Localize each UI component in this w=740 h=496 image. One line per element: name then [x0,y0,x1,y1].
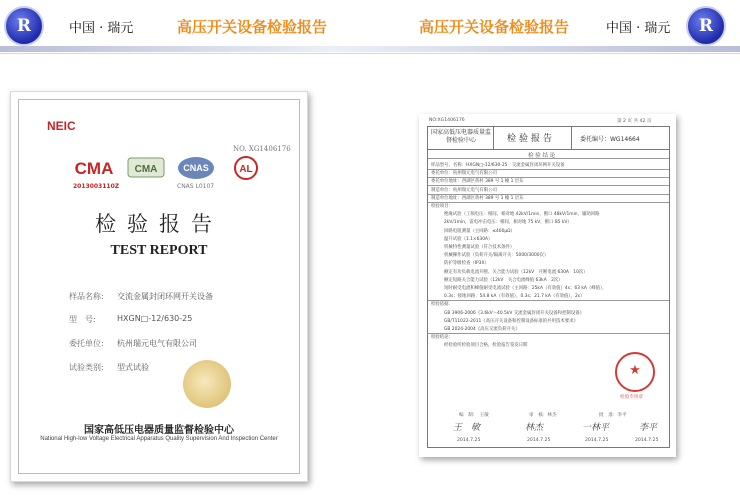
field-value: 杭州瑞元电气有限公司 [117,339,197,348]
signature: 李平 [639,423,658,433]
title-left: 高压开关设备检验报告 [177,18,328,36]
report-line: 机械操作试验（负荷开关/隔离开关：5000/3000次） [444,253,549,259]
report-line: 机械特性测量试验（符合技术条件） [444,245,515,250]
field-label: 委托单位: [69,339,104,348]
field-label: 样品名称: [69,292,104,301]
brand-left: 中国 · 瑞元 [69,21,134,36]
sig-label: 批 准：李平 [599,413,627,418]
cma-number: 2013003110Z [73,183,120,190]
report-line: 额定短路关合能力试验（12kV 关合电流峰值 63kA 2次） [444,277,563,283]
report-line: GB/T11022-2011《高压开关设备和控制设备标准的共用技术要求》 [444,318,578,324]
field-label: 试验类别: [69,363,104,372]
report-line: 检验依据： [431,302,453,308]
divider [428,158,669,159]
report-line: GB 2024-2004《高压交流负荷开关》 [444,327,520,332]
report-number-top: NO:XG1406176 [429,118,465,123]
field-label: 型 号: [69,315,96,324]
svg-text:CMA: CMA [134,164,158,175]
report-line: 额定有功负载电流开断、关合能力试验（12kV 开断电流 630A 10次） [444,269,588,275]
report-line: 绝缘试验（工频电压：相间、相对地 42kV/1min，断口 48kV/1min，辅助回路 [444,212,600,218]
svg-text:CMA: CMA [74,159,114,178]
divider [428,300,669,301]
page-count: 第 2 页 共 42 页 [617,119,652,124]
report-line: 样品型号、名称：HXGN□-12/630-25 交流金属封闭环网开关设备 [431,163,565,168]
report-line: 委托单位：杭州瑞元电气有限公司 [431,171,497,177]
report-line: 检验项目： [431,204,453,209]
gold-seal [183,360,231,408]
cnas-mark-icon [176,155,216,180]
logo-right: R [686,6,726,46]
report-body [427,149,670,448]
sign-date: 2014.7.25 [527,438,551,443]
report-title-cn: 检验报告 [95,212,223,236]
report-line: 温升试验（1.1×630A） [444,236,493,242]
field-value: 交流金属封闭环网开关设备 [117,292,213,301]
cnas-number: CNAS L0107 [177,183,215,190]
stamp-label: 检验专用章 [620,395,643,400]
report-line: 回路电阻测量（主回路：≤400μΩ） [444,228,515,234]
sign-date: 2014.7.25 [635,438,659,443]
report-organization: 国家高低压电器质量监督检验中心 [430,129,491,144]
divider [428,333,669,334]
header-band [0,46,740,52]
report-header-row [427,126,670,150]
brand-right: 中国 · 瑞元 [606,21,671,36]
conclusion-heading: 检 验 结 论 [528,153,556,159]
logo-left: R [4,6,44,46]
cma-green-mark-icon [126,155,166,180]
field-value: HXGN□-12/630-25 [117,314,193,323]
certificate-cover [10,91,308,482]
signature: 一林平 [582,423,610,433]
header-rule [0,53,740,54]
divider [428,202,669,203]
sig-label: 审 核：林杰 [529,413,557,418]
issuing-organization: 国家高低压电器质量监督检验中心 [84,425,234,436]
sig-label: 编 制： 王敏 [459,413,489,418]
report-line: 经检验所检验项目合格，检验报告签发日期 [444,343,528,349]
cma-mark-icon [74,155,114,180]
report-line: 检验结论： [431,335,453,341]
report-line: 制造单位地址：西湖区蒋村 389 号 1 幢 1 层东 [431,195,524,201]
report-line: 委托单位地址：西湖区蒋村 389 号 1 幢 1 层东 [431,179,524,185]
report-line: 短时耐受电流和峰值耐受电流试验（主回路：25kA（有效值）4s；63 kA（峰值）， [444,286,607,291]
report-title-en: TEST REPORT [110,243,208,258]
report-title: 检验报告 [506,134,555,144]
svg-text:AL: AL [239,164,253,175]
issuing-organization-en: National High-low Voltage Electrical Apparatus Quality Supervision And Inspection Center [40,436,278,442]
neic-logo: NEIC [47,119,76,133]
report-line: 2kV/1min，雷电冲击电压：相间、相对地 75 kV，断口 85 kV） [444,220,572,226]
sign-date: 2014.7.25 [457,438,481,443]
al-mark-icon [226,155,266,180]
red-stamp-icon [615,352,655,392]
report-line: GB 3906-2006《3.6kV～40.5kV 交流金属封闭开关设备和控制设备》 [444,310,585,316]
client-number: 委托编号：WG14664 [580,136,640,143]
report-line: 0.3s；接地回路：54.8 kA（有效值），0.3s；21.7 kA（有效值），2s） [444,294,585,300]
field-value: 型式试验 [117,363,149,372]
certificate-number: NO. XG1406176 [233,145,291,153]
report-line: 防护等级检查（IP3X） [444,261,489,267]
page-header [0,0,740,58]
sign-date: 2014.7.25 [585,438,609,443]
signature: 王 敏 [453,423,481,433]
report-page [419,114,676,457]
signature: 林杰 [525,423,544,433]
svg-text:CNAS: CNAS [183,163,209,173]
title-right: 高压开关设备检验报告 [419,18,570,36]
report-line: 制造单位：杭州瑞元电气有限公司 [431,187,497,193]
